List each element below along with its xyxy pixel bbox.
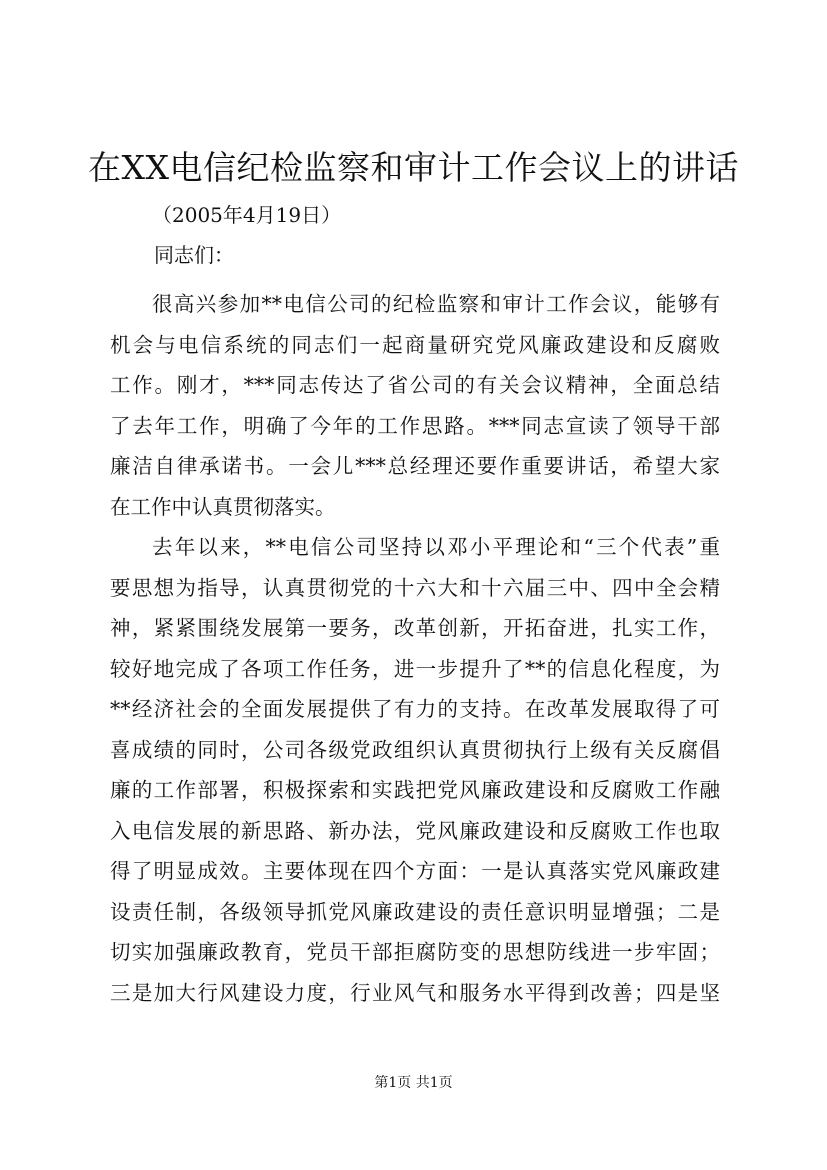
text-line: 了去年工作，明确了今年的工作思路。***同志宣读了领导干部 [110, 413, 720, 438]
text-line: 神，紧紧围绕发展第一要务，改革创新，开拓奋进，扎实工作， [110, 616, 720, 640]
text-line: 三是加大行风建设力度，行业风气和服务水平得到改善；四是坚 [110, 980, 720, 1005]
paragraph-2 [110, 527, 720, 1013]
text-line: **经济社会的全面发展提供了有力的支持。在改革发展取得了可 [110, 697, 720, 721]
body-text [110, 284, 720, 1013]
text-line: 切实加强廉政教育，党员干部拒腐防变的思想防线进一步牢固； [110, 940, 720, 964]
text-line: 喜成绩的同时，公司各级党政组织认真贯彻执行上级有关反腐倡 [110, 737, 720, 762]
paragraph-1 [110, 284, 720, 527]
text-line: 在工作中认真贯彻落实。 [110, 494, 336, 519]
text-line: 机会与电信系统的同志们一起商量研究党风廉政建设和反腐败 [110, 332, 720, 357]
text-line: 入电信发展的新思路、新办法，党风廉政建设和反腐败工作也取 [110, 818, 720, 843]
speech-date: （2005年4月19日） [152, 203, 342, 227]
document-title: 在XX电信纪检监察和审计工作会议上的讲话 [88, 148, 739, 187]
text-line: 设责任制，各级领导抓党风廉政建设的责任意识明显增强；二是 [110, 899, 720, 924]
text-line: 要思想为指导，认真贯彻党的十六大和十六届三中、四中全会精 [110, 575, 720, 600]
page-footer: 第1页 共1页 [374, 1075, 453, 1091]
text-line: 去年以来，**电信公司坚持以邓小平理论和“三个代表”重 [152, 535, 720, 559]
salutation: 同志们： [154, 243, 234, 267]
text-line: 廉洁自律承诺书。一会儿***总经理还要作重要讲话，希望大家 [110, 454, 720, 478]
text-line: 很高兴参加**电信公司的纪检监察和审计工作会议，能够有 [152, 292, 720, 316]
text-line: 工作。刚才，***同志传达了省公司的有关会议精神，全面总结 [110, 373, 720, 397]
text-line: 得了明显成效。主要体现在四个方面：一是认真落实党风廉政建 [110, 859, 720, 883]
text-line: 廉的工作部署，积极探索和实践把党风廉政建设和反腐败工作融 [110, 778, 720, 802]
text-line: 较好地完成了各项工作任务，进一步提升了**的信息化程度，为 [110, 656, 720, 681]
